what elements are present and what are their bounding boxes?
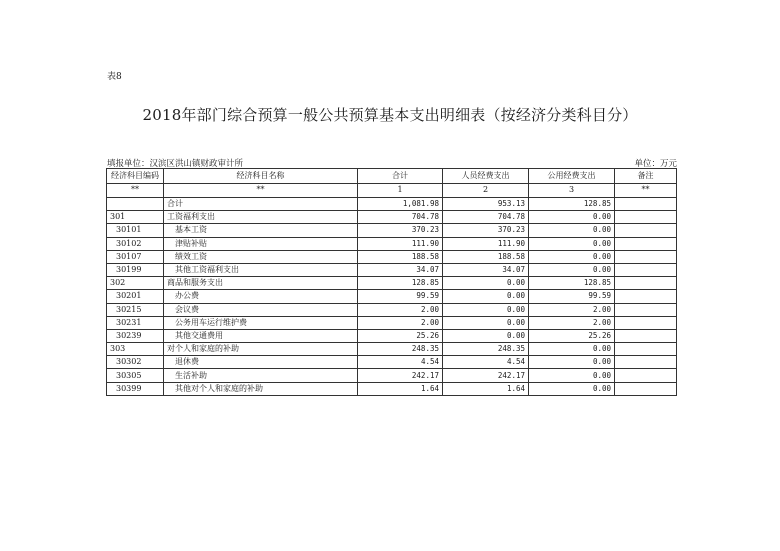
document-title: 2018年部门综合预算一般公共预算基本支出明细表（按经济分类科目分） (142, 106, 638, 124)
row-personnel: 1.64 (443, 382, 529, 395)
row-name: 工资福利支出 (164, 211, 358, 224)
row-code (107, 198, 164, 211)
row-public: 0.00 (529, 250, 615, 263)
row-personnel: 0.00 (443, 316, 529, 329)
row-personnel: 953.13 (443, 198, 529, 211)
row-total: 2.00 (358, 303, 443, 316)
row-total: 242.17 (358, 369, 443, 382)
row-total: 188.58 (358, 250, 443, 263)
table-row (107, 356, 677, 369)
row-total: 704.78 (358, 211, 443, 224)
row-name: 办公费 (164, 290, 358, 303)
row-public: 0.00 (529, 382, 615, 395)
row-code: 303 (107, 343, 164, 356)
budget-table (106, 168, 677, 396)
row-personnel: 0.00 (443, 277, 529, 290)
row-personnel: 0.00 (443, 303, 529, 316)
row-public: 99.59 (529, 290, 615, 303)
row-public: 25.26 (529, 329, 615, 342)
row-note (615, 303, 677, 316)
table-row (107, 382, 677, 395)
row-personnel: 704.78 (443, 211, 529, 224)
row-code: 30107 (107, 250, 164, 263)
row-note (615, 316, 677, 329)
row-note (615, 237, 677, 250)
row-note (615, 277, 677, 290)
row-note (615, 343, 677, 356)
row-name: 基本工资 (164, 224, 358, 237)
header-name: 经济科目名称 (164, 169, 358, 184)
row-public: 128.85 (529, 277, 615, 290)
row-total: 1,081.98 (358, 198, 443, 211)
row-name: 绩效工资 (164, 250, 358, 263)
header-code: 经济科目编码 (107, 169, 164, 184)
row-name: 退休费 (164, 356, 358, 369)
table-row (107, 303, 677, 316)
row-personnel: 0.00 (443, 290, 529, 303)
row-code: 30231 (107, 316, 164, 329)
row-public: 2.00 (529, 316, 615, 329)
row-code: 30302 (107, 356, 164, 369)
row-code: 301 (107, 211, 164, 224)
table-number-label: 表8 (107, 72, 122, 82)
row-total: 25.26 (358, 329, 443, 342)
row-total: 248.35 (358, 343, 443, 356)
row-note (615, 198, 677, 211)
table-body (107, 198, 677, 396)
row-code: 302 (107, 277, 164, 290)
row-personnel: 370.23 (443, 224, 529, 237)
index-code: ** (107, 183, 164, 198)
table-row (107, 277, 677, 290)
row-public: 128.85 (529, 198, 615, 211)
row-name: 合计 (164, 198, 358, 211)
index-note: ** (615, 183, 677, 198)
table-row (107, 237, 677, 250)
row-personnel: 0.00 (443, 329, 529, 342)
row-personnel: 34.07 (443, 263, 529, 276)
row-public: 0.00 (529, 237, 615, 250)
row-note (615, 369, 677, 382)
row-public: 0.00 (529, 224, 615, 237)
header-note: 备注 (615, 169, 677, 184)
header-total: 合计 (358, 169, 443, 184)
row-code: 30305 (107, 369, 164, 382)
row-public: 0.00 (529, 211, 615, 224)
table-row (107, 329, 677, 342)
table-row (107, 250, 677, 263)
row-name: 其他对个人和家庭的补助 (164, 382, 358, 395)
index-personnel: 2 (443, 183, 529, 198)
row-note (615, 211, 677, 224)
row-name: 商品和服务支出 (164, 277, 358, 290)
row-total: 2.00 (358, 316, 443, 329)
row-personnel: 248.35 (443, 343, 529, 356)
table-row (107, 263, 677, 276)
row-code: 30102 (107, 237, 164, 250)
table-header (107, 169, 677, 198)
row-note (615, 329, 677, 342)
row-name: 津贴补贴 (164, 237, 358, 250)
row-public: 0.00 (529, 263, 615, 276)
table-row (107, 290, 677, 303)
row-code: 30399 (107, 382, 164, 395)
row-total: 34.07 (358, 263, 443, 276)
currency-unit: 单位：万元 (634, 159, 677, 169)
row-note (615, 356, 677, 369)
row-code: 30215 (107, 303, 164, 316)
row-note (615, 263, 677, 276)
table-row (107, 316, 677, 329)
row-code: 30199 (107, 263, 164, 276)
row-total: 370.23 (358, 224, 443, 237)
row-code: 30239 (107, 329, 164, 342)
row-note (615, 250, 677, 263)
header-row (107, 169, 677, 184)
index-total: 1 (358, 183, 443, 198)
header-public: 公用经费支出 (529, 169, 615, 184)
row-personnel: 188.58 (443, 250, 529, 263)
row-name: 公务用车运行维护费 (164, 316, 358, 329)
row-personnel: 4.54 (443, 356, 529, 369)
row-code: 30201 (107, 290, 164, 303)
row-name: 其他交通费用 (164, 329, 358, 342)
row-name: 生活补助 (164, 369, 358, 382)
row-public: 2.00 (529, 303, 615, 316)
index-public: 3 (529, 183, 615, 198)
row-total: 111.90 (358, 237, 443, 250)
row-personnel: 111.90 (443, 237, 529, 250)
row-name: 会议费 (164, 303, 358, 316)
row-total: 128.85 (358, 277, 443, 290)
table-row (107, 198, 677, 211)
row-total: 1.64 (358, 382, 443, 395)
table-row (107, 224, 677, 237)
row-public: 0.00 (529, 356, 615, 369)
header-personnel: 人员经费支出 (443, 169, 529, 184)
row-note (615, 290, 677, 303)
row-note (615, 382, 677, 395)
table-row (107, 211, 677, 224)
table-row (107, 343, 677, 356)
row-note (615, 224, 677, 237)
row-code: 30101 (107, 224, 164, 237)
row-personnel: 242.17 (443, 369, 529, 382)
row-public: 0.00 (529, 369, 615, 382)
index-name: ** (164, 183, 358, 198)
row-name: 对个人和家庭的补助 (164, 343, 358, 356)
row-name: 其他工资福利支出 (164, 263, 358, 276)
row-public: 0.00 (529, 343, 615, 356)
index-row (107, 183, 677, 198)
table-row (107, 369, 677, 382)
reporting-unit: 填报单位：汉滨区洪山镇财政审计所 (107, 159, 244, 169)
row-total: 99.59 (358, 290, 443, 303)
row-total: 4.54 (358, 356, 443, 369)
